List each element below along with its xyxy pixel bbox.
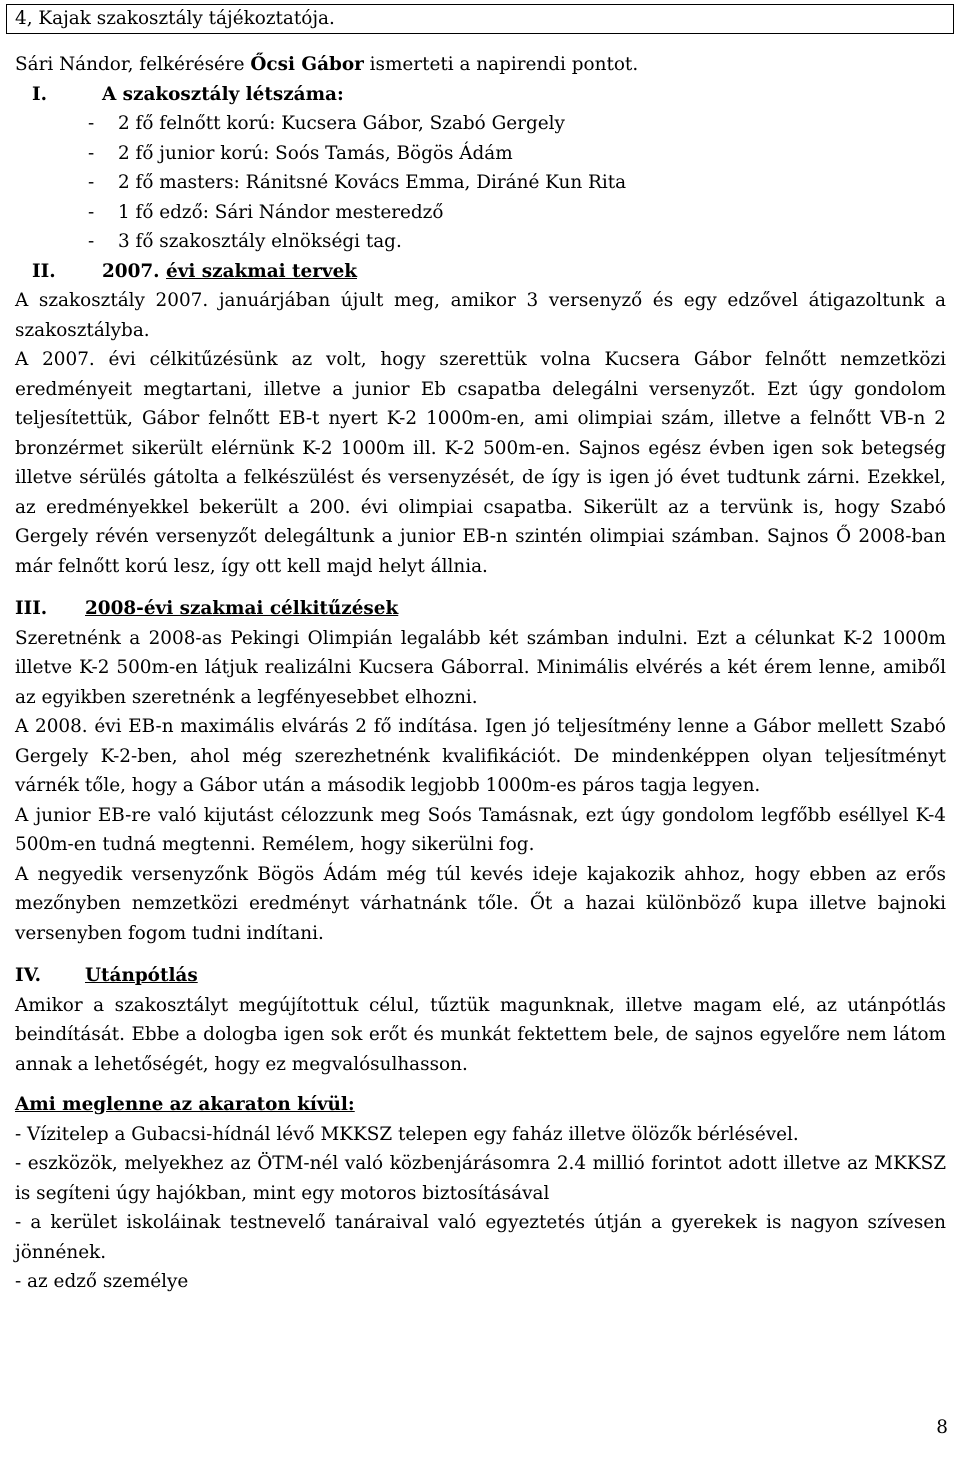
intro-pre: Sári Nándor, felkérésére xyxy=(15,54,251,75)
section1-heading xyxy=(15,80,946,110)
agenda-item-header: 4, Kajak szakosztály tájékoztatója. xyxy=(6,4,954,34)
section2-year: 2007. xyxy=(102,260,160,282)
list-item: - az edző személye xyxy=(15,1271,189,1292)
section3-roman: III. xyxy=(15,598,48,619)
section1-title: A szakosztály létszáma: xyxy=(102,83,344,105)
section4-paragraph-1: Amikor a szakosztályt megújítottuk célul, tűztük magunknak, illetve magam elé, az utánpótlás beindítását. Ebbe a dologba igen sok erőt és munkát fektettem bele, de sajnos egyelőre nem látom annak a lehetőségét, hogy ez megvalósulhasson. xyxy=(15,994,946,1075)
list-item: - 2 fő masters: Ránitsné Kovács Emma, Diráné Kun Rita xyxy=(88,172,627,193)
intro-post: ismerteti a napirendi pontot. xyxy=(363,54,639,75)
section4-title: Utánpótlás xyxy=(85,965,198,986)
section3-paragraph-2: A 2008. évi EB-n maximális elvárás 2 fő indítása. Igen jó teljesítmény lenne a Gábor mellett Szabó Gergely K-2-ben, ahol még szerezhetnénk kvalifikációt. De mindenképpen olyan teljesítményt várnék tőle, hogy a Gábor után a második legjobb 1000m-es páros tagja legyen. xyxy=(15,716,946,796)
section2-heading xyxy=(15,257,946,287)
presenter-name: Őcsi Gábor xyxy=(250,54,364,75)
document-body xyxy=(15,50,946,1297)
page-number: 8 xyxy=(936,1417,948,1438)
list-item: - eszközök, melyekhez az ÖTM-nél való közbenjárásomra 2.4 millió forintot adott illetve az MKKSZ is segíteni úgy hajókban, mint egy motoros biztosításával xyxy=(15,1153,946,1204)
section2-paragraph-2: A 2007. évi célkitűzésünk az volt, hogy szerettük volna Kucsera Gábor felnőtt nemzetközi eredményeit megtartani, illetve a junior Eb csapatba delegálni versenyzőt. Ezt úgy gondolom teljesítettük, Gábor felnőtt EB-t nyert K-2 1000m-en, ami olimpiai szám, illetve a felnőtt VB-n 2 bronzérmet sikerült elérnünk K-2 1000m ill. K-2 500m-en. Sajnos egész évben igen sok betegség illetve sérülés gátolta a felkészülést és versenyzését, de így is igen jó évet tudtunk zárni. Ezekkel, az eredményekkel bekerült a 200. évi olimpiai csapatba. Sikerült az a tervünk is, hogy Szabó Gergely révén versenyzőt delegáltunk a junior EB-n szintén olimpiai számban. Sajnos Ő 2008-ban már felnőtt korú lesz, így ott kell majd helyt állnia. xyxy=(15,349,946,577)
staff-list xyxy=(15,109,946,257)
intro-paragraph xyxy=(15,50,946,80)
section4-roman: IV. xyxy=(15,965,42,986)
list-item: - 2 fő felnőtt korú: Kucsera Gábor, Szabó Gergely xyxy=(88,113,565,134)
section2-paragraph-1: A szakosztály 2007. januárjában újult meg, amikor 3 versenyző és egy edzővel átigazoltunk a szakosztályba. xyxy=(15,290,946,341)
section3-title: 2008-évi szakmai célkitűzések xyxy=(85,598,399,619)
section2-roman: II. xyxy=(32,260,56,282)
list-item: - 1 fő edző: Sári Nándor mesteredző xyxy=(88,201,444,223)
section2-title: évi szakmai tervek xyxy=(166,260,358,282)
list-item: - 3 fő szakosztály elnökségi tag. xyxy=(88,231,402,252)
list-item: - 2 fő junior korú: Soós Tamás, Bögös Ádám xyxy=(88,142,513,164)
section1-roman: I. xyxy=(32,83,48,105)
section4-heading xyxy=(15,961,946,991)
section3-heading xyxy=(15,594,946,624)
section3-paragraph-4: A negyedik versenyzőnk Bögös Ádám még túl kevés ideje kajakozik ahhoz, hogy ebben az erős mezőnyben nemzetközi eredményt várhatnánk tőle. Őt a hazai különböző kupa illetve bajnoki versenyben fogom tudni indítani. xyxy=(15,863,946,944)
section3-paragraph-3: A junior EB-re való kijutást célozzunk meg Soós Tamásnak, ezt úgy gondolom legfőbb eséllyel K-4 500m-en tudná megtenni. Remélem, hogy sikerülni fog. xyxy=(15,804,946,855)
list-item: - Vízitelep a Gubacsi-hídnál lévő MKKSZ telepen egy faház illetve ölözők bérlésével. xyxy=(15,1123,799,1145)
section3-paragraph-1: Szeretnénk a 2008-as Pekingi Olimpián legalább két számban indulni. Ezt a célunkat K-2 1000m illetve K-2 500m-en látjuk realizálni Kucsera Gáborral. Minimális elvérés a két érem lenne, amiből az egyikben szeretnénk a legfényesebbet elhozni. xyxy=(15,627,946,708)
extra-heading: Ami meglenne az akaraton kívül: xyxy=(15,1094,355,1115)
list-item: - a kerület iskoláinak testnevelő tanáraival való egyeztetés útján a gyerekek is nagyon szívesen jönnének. xyxy=(15,1212,946,1263)
